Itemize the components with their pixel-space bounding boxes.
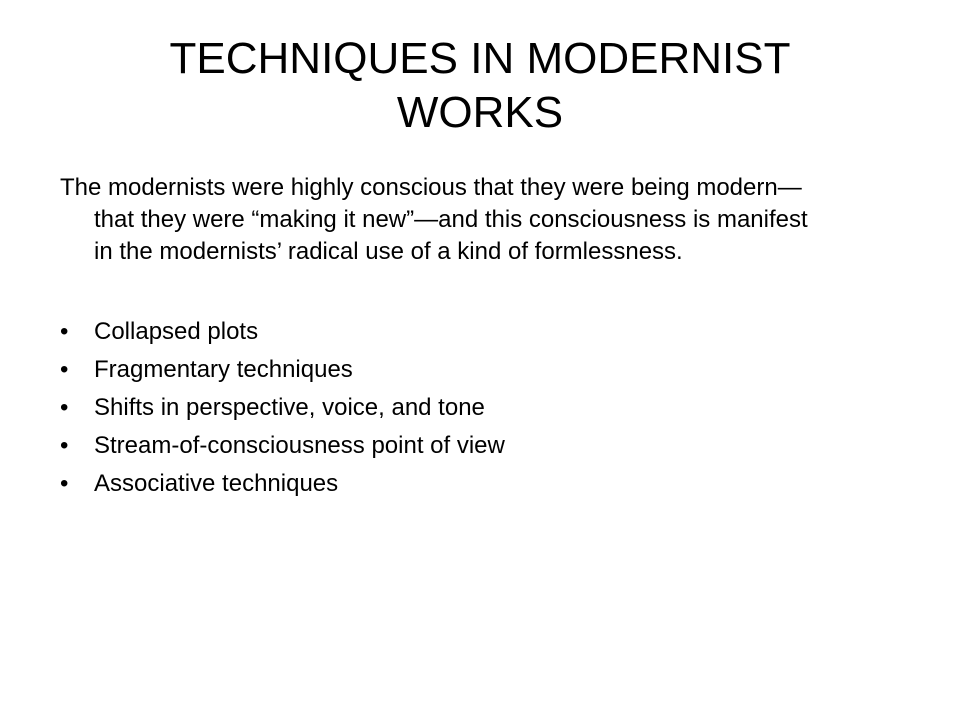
slide-title-line-2: WORKS [396, 88, 564, 137]
list-item-text: Fragmentary techniques [94, 356, 353, 383]
slide-title [60, 32, 900, 140]
slide-title-line-1: TECHNIQUES IN MODERNIST [169, 34, 791, 83]
list-item-text: Stream-of-consciousness point of view [94, 432, 505, 459]
technique-list [60, 313, 900, 503]
list-item [60, 351, 900, 389]
bullet-icon: • [60, 356, 69, 383]
bullet-icon: • [60, 394, 69, 421]
bullet-icon: • [60, 432, 69, 459]
list-item-text: Collapsed plots [94, 318, 259, 345]
intro-line-1: The modernists were highly conscious that they were being modern— [60, 174, 802, 201]
list-item [60, 427, 900, 465]
intro-line-2: that they were “making it new”—and this consciousness is manifest [94, 206, 808, 233]
list-item [60, 313, 900, 351]
list-item-text: Shifts in perspective, voice, and tone [94, 394, 485, 421]
list-item-text: Associative techniques [94, 470, 339, 497]
bullet-icon: • [60, 470, 69, 497]
slide-body [60, 172, 900, 268]
list-item [60, 465, 900, 503]
bullet-icon: • [60, 318, 69, 345]
list-item [60, 389, 900, 427]
intro-paragraph [60, 172, 900, 268]
intro-line-3: in the modernists’ radical use of a kind of formlessness. [94, 238, 683, 265]
